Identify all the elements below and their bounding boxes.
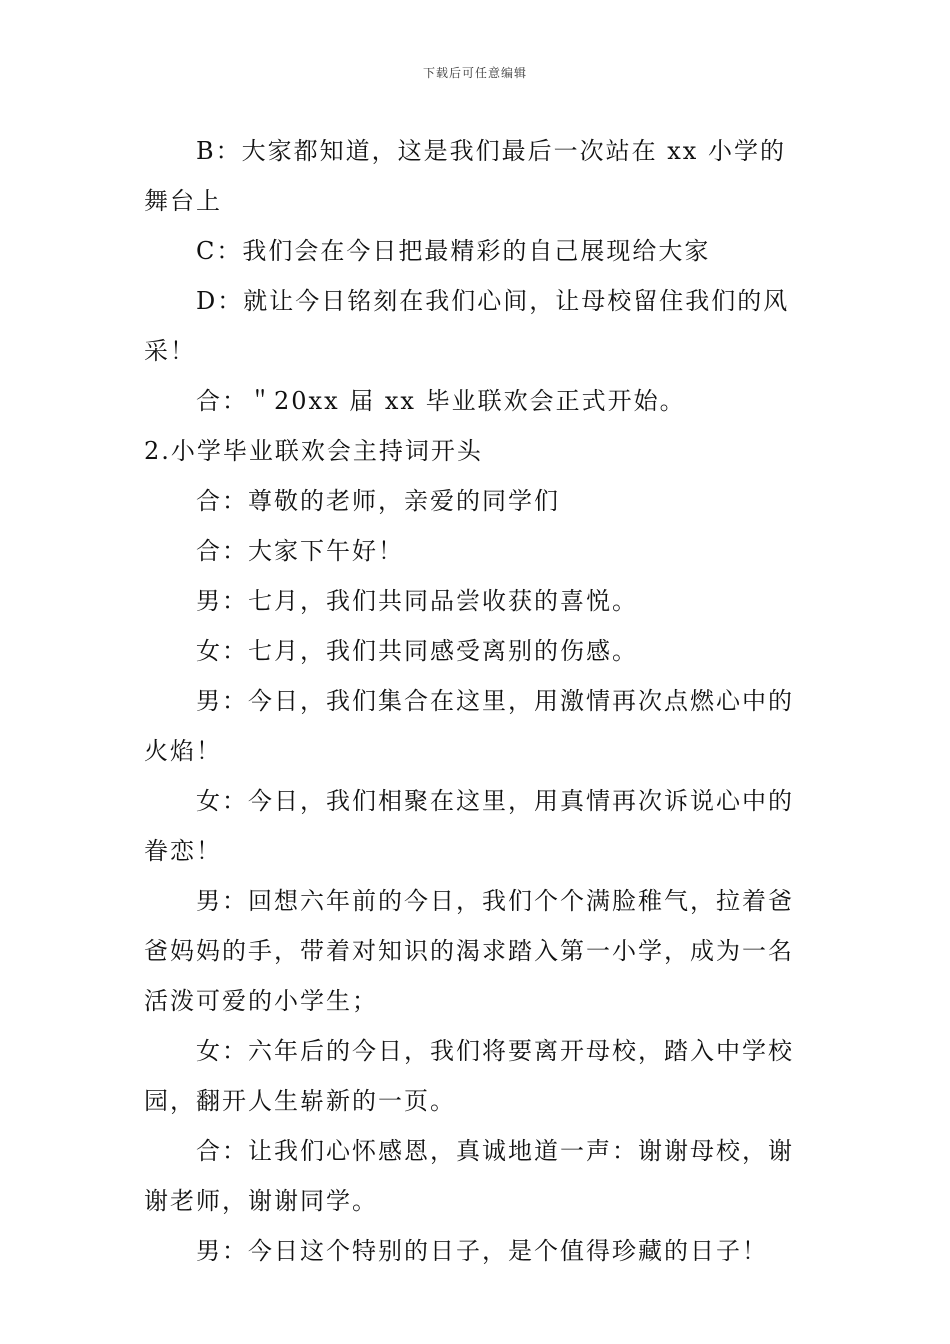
paragraph: 女：今日，我们相聚在这里，用真情再次诉说心中的眷恋！ [144, 787, 794, 865]
paragraph: D：就让今日铭刻在我们心间，让母校留住我们的风采！ [144, 287, 790, 365]
paragraph: B：大家都知道，这是我们最后一次站在 xx 小学的舞台上 [144, 137, 786, 215]
page-header-note: 下载后可任意编辑 [422, 66, 527, 80]
document-body [144, 126, 809, 1276]
paragraph: 合：让我们心怀感恩，真诚地道一声：谢谢母校，谢谢老师，谢谢同学。 [144, 1137, 794, 1215]
paragraph: 合：大家下午好！ [196, 537, 404, 565]
paragraph: 男：回想六年前的今日，我们个个满脸稚气，拉着爸爸妈妈的手，带着对知识的渴求踏入第一小学，成为一名活泼可爱的小学生； [144, 887, 794, 1015]
paragraph: 男：今日这个特别的日子，是个值得珍藏的日子！ [196, 1237, 768, 1265]
paragraph: C：我们会在今日把最精彩的自己展现给大家 [196, 237, 711, 265]
paragraph: 男：七月，我们共同品尝收获的喜悦。 [196, 587, 638, 615]
paragraph: 男：今日，我们集合在这里，用激情再次点燃心中的火焰！ [144, 687, 794, 765]
paragraph: 合：＂20xx 届 xx 毕业联欢会正式开始。 [196, 387, 686, 415]
paragraph: 合：尊敬的老师，亲爱的同学们 [196, 487, 560, 515]
paragraph: 女：六年后的今日，我们将要离开母校，踏入中学校园，翻开人生崭新的一页。 [144, 1037, 794, 1115]
section-heading: 2.小学毕业联欢会主持词开头 [144, 437, 483, 465]
paragraph: 女：七月，我们共同感受离别的伤感。 [196, 637, 638, 665]
